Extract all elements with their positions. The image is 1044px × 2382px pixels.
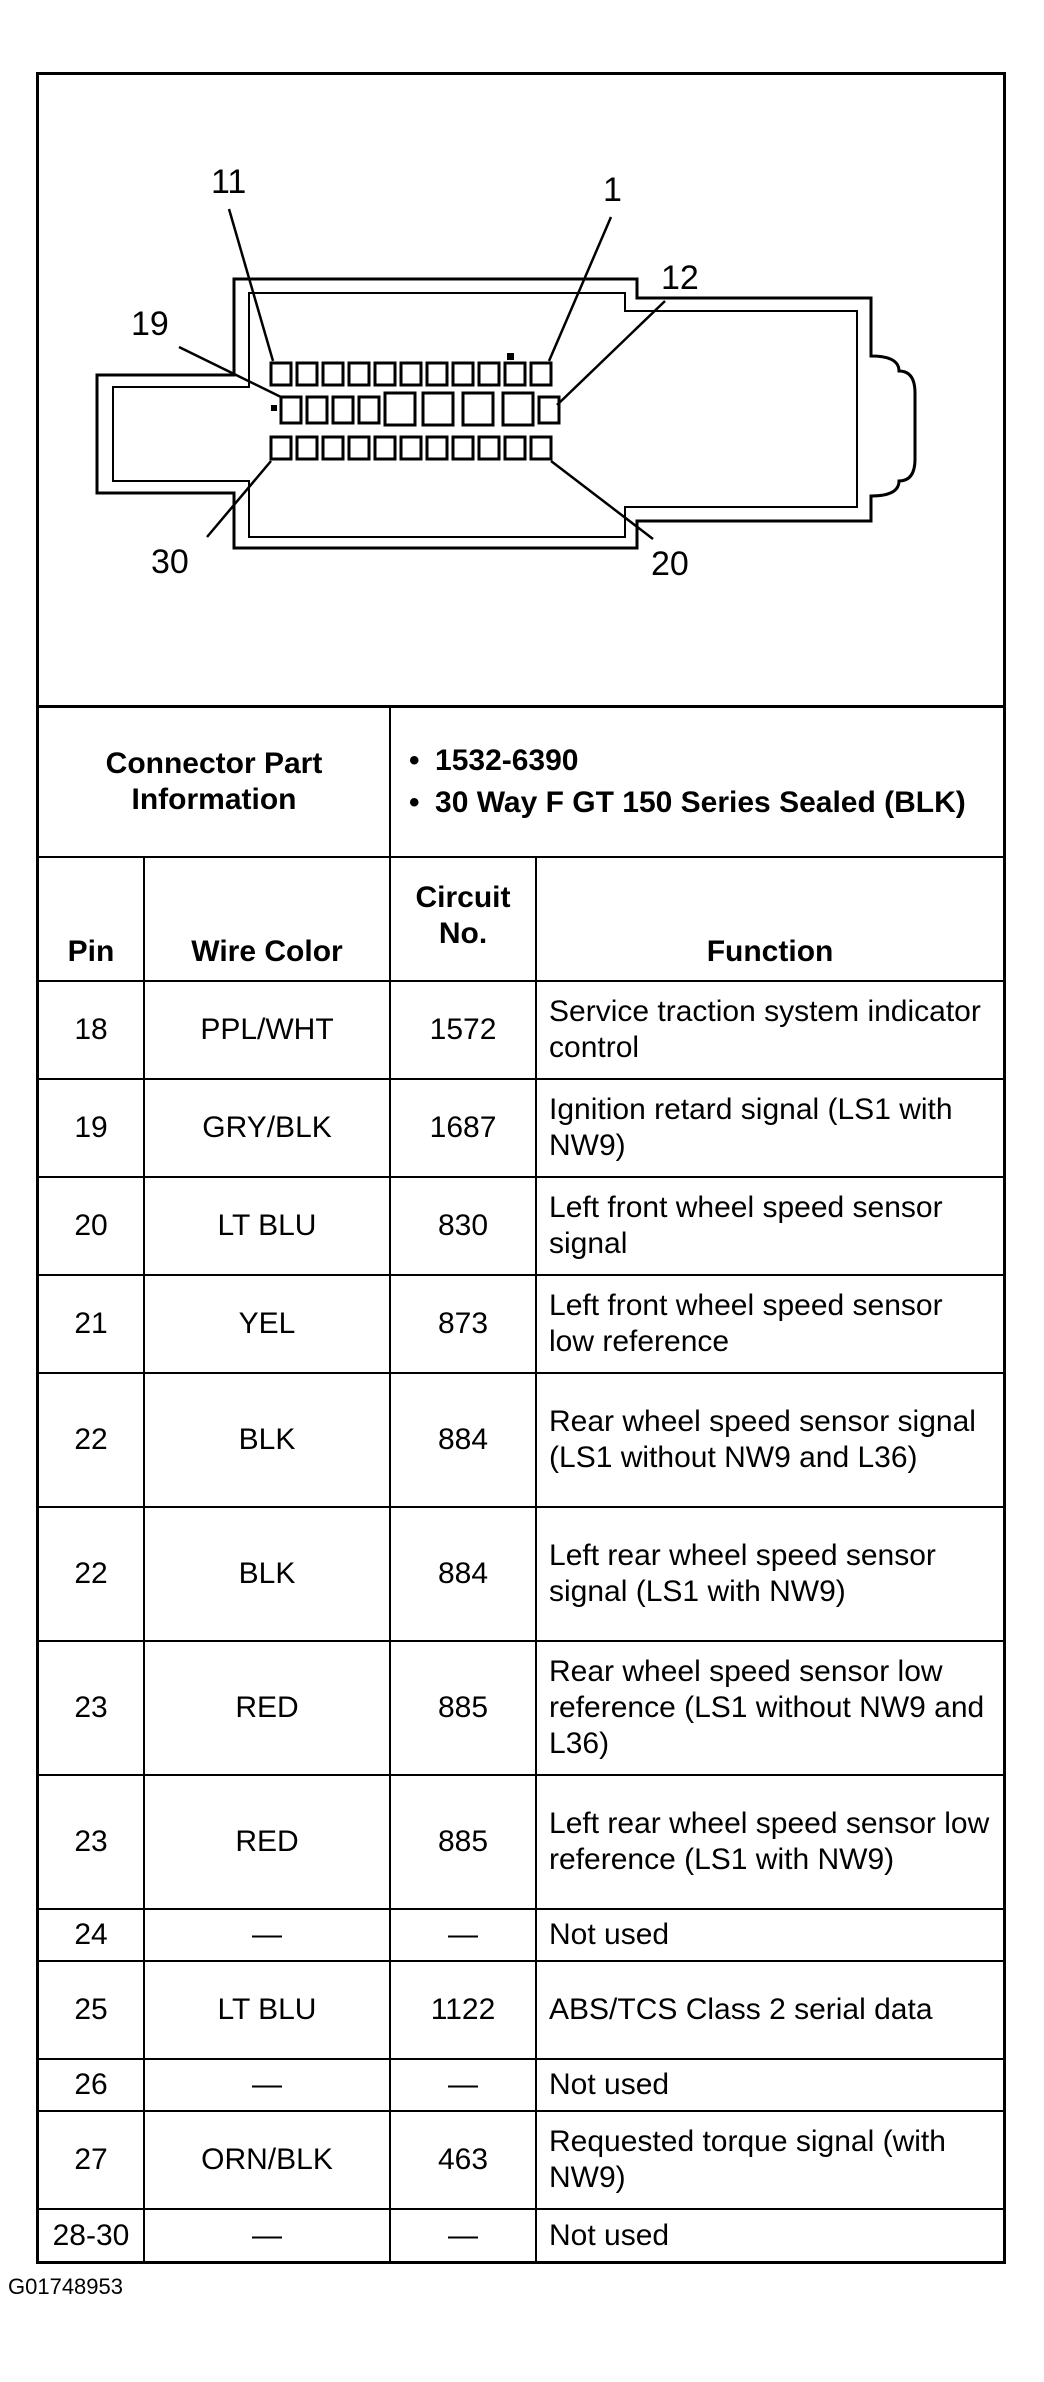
wire-color-cell: ORN/BLK [144, 2111, 390, 2209]
wire-color-cell: — [144, 2209, 390, 2261]
wire-color-cell: BLK [144, 1507, 390, 1641]
pinout-table [39, 708, 1003, 2261]
connector-diagram [39, 75, 1003, 708]
function-cell: ABS/TCS Class 2 serial data [536, 1961, 1003, 2059]
table-row [39, 1909, 1003, 1961]
function-cell: Service traction system indicator control [536, 981, 1003, 1079]
pin-label-11: 11 [211, 163, 247, 201]
connector-part-number: • 1532-6390 [401, 743, 993, 779]
circuit-cell: 1572 [390, 981, 536, 1079]
circuit-cell: — [390, 2059, 536, 2111]
pin-label-30: 30 [151, 543, 189, 581]
function-cell: Not used [536, 2059, 1003, 2111]
circuit-cell: 463 [390, 2111, 536, 2209]
circuit-cell: 885 [390, 1775, 536, 1909]
column-header-wire-color: Wire Color [144, 857, 390, 981]
circuit-cell: 830 [390, 1177, 536, 1275]
wire-color-cell: LT BLU [144, 1961, 390, 2059]
wire-color-cell: YEL [144, 1275, 390, 1373]
connector-info-row [39, 708, 1003, 857]
pin-label-20: 20 [651, 545, 689, 583]
circuit-cell: 884 [390, 1373, 536, 1507]
table-row [39, 2059, 1003, 2111]
column-header-function: Function [536, 857, 1003, 981]
table-row [39, 981, 1003, 1079]
function-cell: Left front wheel speed sensor signal [536, 1177, 1003, 1275]
circuit-cell: — [390, 1909, 536, 1961]
table-row [39, 1373, 1003, 1507]
pin-cell: 23 [39, 1641, 144, 1775]
table-row [39, 1961, 1003, 2059]
function-cell: Left front wheel speed sensor low reference [536, 1275, 1003, 1373]
connector-info-details [390, 708, 1003, 857]
wire-color-cell: PPL/WHT [144, 981, 390, 1079]
column-header-row [39, 857, 1003, 981]
function-cell: Rear wheel speed sensor signal (LS1 without NW9 and L36) [536, 1373, 1003, 1507]
pin-label-1: 1 [603, 171, 622, 209]
table-row [39, 1275, 1003, 1373]
circuit-cell: — [390, 2209, 536, 2261]
function-cell: Left rear wheel speed sensor low reference (LS1 with NW9) [536, 1775, 1003, 1909]
function-cell: Ignition retard signal (LS1 with NW9) [536, 1079, 1003, 1177]
pin-cell: 28-30 [39, 2209, 144, 2261]
function-cell: Not used [536, 1909, 1003, 1961]
figure-id: G01748953 [8, 2274, 123, 2299]
column-header-pin: Pin [39, 857, 144, 981]
circuit-cell: 873 [390, 1275, 536, 1373]
circuit-cell: 884 [390, 1507, 536, 1641]
pin-cell: 23 [39, 1775, 144, 1909]
connector-sheet [36, 72, 1006, 2264]
function-cell: Requested torque signal (with NW9) [536, 2111, 1003, 2209]
connector-info-header: Connector Part Information [39, 708, 390, 857]
circuit-cell: 1122 [390, 1961, 536, 2059]
pin-cell: 27 [39, 2111, 144, 2209]
circuit-cell: 885 [390, 1641, 536, 1775]
pin-label-19: 19 [131, 305, 169, 343]
table-row [39, 2111, 1003, 2209]
pin-cell: 18 [39, 981, 144, 1079]
table-row [39, 1177, 1003, 1275]
pin-label-12: 12 [661, 259, 699, 297]
wire-color-cell: GRY/BLK [144, 1079, 390, 1177]
table-row [39, 1079, 1003, 1177]
pin-cell: 20 [39, 1177, 144, 1275]
column-header-circuit: Circuit No. [390, 857, 536, 981]
table-row [39, 1507, 1003, 1641]
table-row [39, 2209, 1003, 2261]
wire-color-cell: — [144, 1909, 390, 1961]
wire-color-cell: BLK [144, 1373, 390, 1507]
table-row [39, 1775, 1003, 1909]
wire-color-cell: — [144, 2059, 390, 2111]
pin-cell: 19 [39, 1079, 144, 1177]
function-cell: Rear wheel speed sensor low reference (LS1 without NW9 and L36) [536, 1641, 1003, 1775]
connector-description: • 30 Way F GT 150 Series Sealed (BLK) [401, 785, 993, 821]
wire-color-cell: RED [144, 1775, 390, 1909]
pin-cell: 26 [39, 2059, 144, 2111]
circuit-cell: 1687 [390, 1079, 536, 1177]
table-row [39, 1641, 1003, 1775]
pin-cell: 22 [39, 1373, 144, 1507]
wire-color-cell: RED [144, 1641, 390, 1775]
pin-cell: 25 [39, 1961, 144, 2059]
connector-drawing [39, 75, 1003, 702]
pin-cell: 22 [39, 1507, 144, 1641]
function-cell: Left rear wheel speed sensor signal (LS1 with NW9) [536, 1507, 1003, 1641]
pin-cell: 24 [39, 1909, 144, 1961]
wire-color-cell: LT BLU [144, 1177, 390, 1275]
pin-cell: 21 [39, 1275, 144, 1373]
function-cell: Not used [536, 2209, 1003, 2261]
